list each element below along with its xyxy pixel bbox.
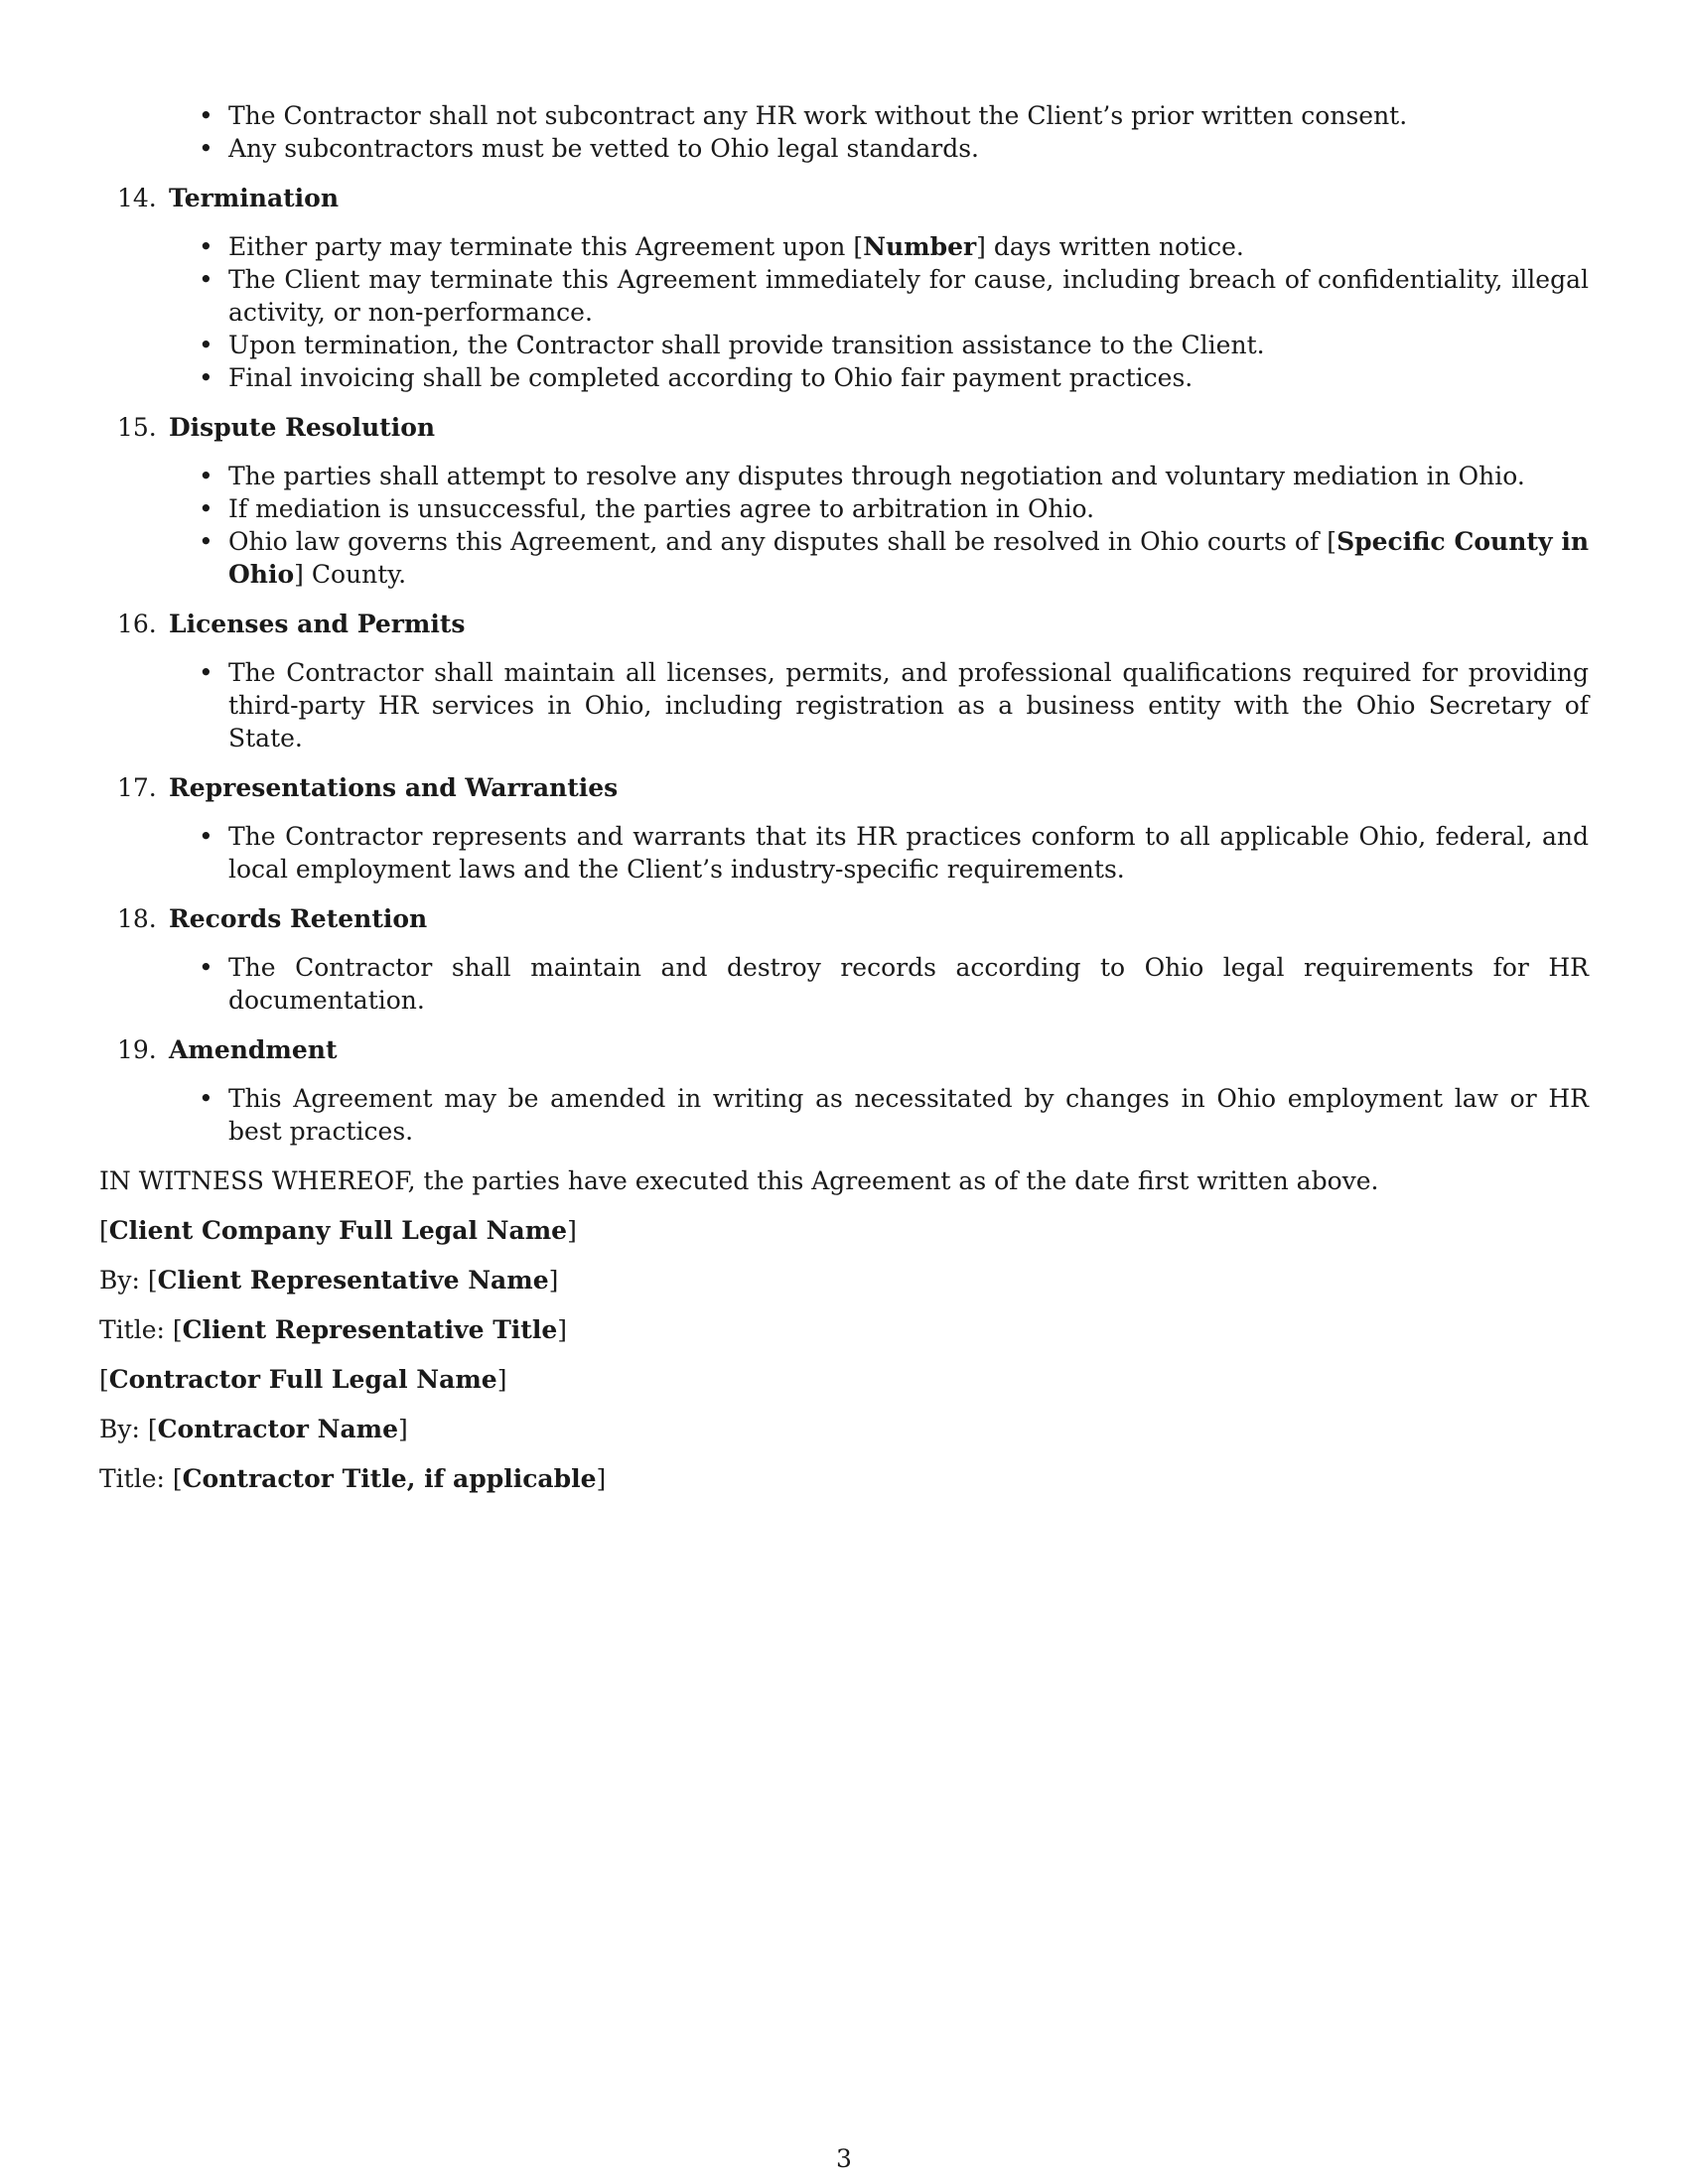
signature-client-title: Title: [Client Representative Title] <box>99 1315 568 1344</box>
bullet-text: The Contractor shall maintain all licenses, permits, and professional qualifications required for providing third-party HR services in Ohio, including registration as a business entity with the Ohio Secretary of State. <box>228 658 1589 752</box>
bullet-text: Ohio law governs this Agreement, and any disputes shall be resolved in Ohio courts of [ <box>228 527 1337 556</box>
section-title: Licenses and Permits <box>169 610 466 638</box>
bullet-item <box>228 230 1589 263</box>
signature-placeholder: Contractor Name <box>157 1415 399 1443</box>
section-bullets <box>99 656 1589 754</box>
section-title: Amendment <box>169 1035 338 1064</box>
section-amendment <box>99 1033 1589 1148</box>
bullet-text: This Agreement may be amended in writing as necessitated by changes in Ohio employment law or HR best practices. <box>228 1084 1589 1146</box>
bullet-item: • Any subcontractors must be vetted to Ohio legal standards. <box>228 132 1589 165</box>
bullet-item <box>228 1082 1589 1148</box>
bullet-item <box>228 460 1589 492</box>
signature-placeholder: Contractor Full Legal Name <box>108 1365 497 1394</box>
bullet-text: If mediation is unsuccessful, the parties agree to arbitration in Ohio. <box>228 494 1095 523</box>
signature-label: Title: <box>99 1464 173 1493</box>
section-records-retention <box>99 902 1589 1017</box>
section-bullets <box>99 460 1589 591</box>
section-title: Records Retention <box>169 904 428 933</box>
section-heading <box>99 902 1589 935</box>
section-heading <box>99 1033 1589 1066</box>
bullet-item <box>228 525 1589 591</box>
signature-contractor-legal-name: [Contractor Full Legal Name] <box>99 1365 507 1394</box>
signature-label: Title: <box>99 1315 173 1344</box>
signature-client-representative: By: [Client Representative Name] <box>99 1266 559 1295</box>
bullet-item <box>228 361 1589 394</box>
section-title: Representations and Warranties <box>169 773 619 802</box>
signature-placeholder: Contractor Title, if applicable <box>182 1464 597 1493</box>
section-number: 15. <box>117 413 157 442</box>
bullet-item: • The Contractor shall not subcontract any HR work without the Client’s prior written consent. <box>228 99 1589 132</box>
section-bullets <box>99 230 1589 394</box>
sections <box>99 182 1589 1148</box>
signature-placeholder: Client Representative Name <box>157 1266 549 1295</box>
section-title: Dispute Resolution <box>169 413 436 442</box>
bullet-item <box>228 820 1589 886</box>
section-number: 18. <box>117 904 157 933</box>
section-heading <box>99 411 1589 444</box>
bullet-text: ] days written notice. <box>976 232 1244 261</box>
section-number: 14. <box>117 184 157 212</box>
section-heading <box>99 182 1589 214</box>
section-bullets <box>99 951 1589 1017</box>
witness-statement: IN WITNESS WHEREOF, the parties have executed this Agreement as of the date first written above. <box>99 1166 1379 1195</box>
bullet-text: ] County. <box>294 560 407 589</box>
signature-label: By: <box>99 1266 148 1295</box>
section-number: 17. <box>117 773 157 802</box>
document-page <box>99 99 1589 1495</box>
section-bullets <box>99 1082 1589 1148</box>
bullet-item <box>228 951 1589 1017</box>
bullet-item <box>228 492 1589 525</box>
bullet-item <box>228 263 1589 329</box>
bullet-item <box>228 656 1589 754</box>
bullet-item <box>228 329 1589 361</box>
bullet-text: Final invoicing shall be completed according to Ohio fair payment practices. <box>228 363 1194 392</box>
signature-placeholder: Client Company Full Legal Name <box>108 1216 568 1245</box>
signature-block <box>99 1214 1589 1495</box>
section-heading <box>99 771 1589 804</box>
section-representations-warranties <box>99 771 1589 886</box>
bullet-text: The Client may terminate this Agreement immediately for cause, including breach of confidentiality, illegal activity, or non-performance. <box>228 265 1589 327</box>
section-number: 16. <box>117 610 157 638</box>
section-heading <box>99 608 1589 640</box>
section-termination <box>99 182 1589 394</box>
section-title: Termination <box>169 184 340 212</box>
section-licenses-permits <box>99 608 1589 754</box>
placeholder-text: Specific County in Ohio <box>228 527 1589 589</box>
signature-contractor-name: By: [Contractor Name] <box>99 1415 408 1443</box>
page-number: 3 <box>836 2144 852 2173</box>
section-dispute-resolution <box>99 411 1589 591</box>
signature-client-company: [Client Company Full Legal Name] <box>99 1216 577 1245</box>
signature-placeholder: Client Representative Title <box>182 1315 558 1344</box>
section-bullets <box>99 820 1589 886</box>
signature-label: By: <box>99 1415 148 1443</box>
bullet-text: Upon termination, the Contractor shall provide transition assistance to the Client. <box>228 331 1265 359</box>
placeholder-text: Number <box>863 232 977 261</box>
signature-contractor-title: Title: [Contractor Title, if applicable] <box>99 1464 607 1493</box>
bullet-text: The parties shall attempt to resolve any disputes through negotiation and voluntary mediation in Ohio. <box>228 462 1525 490</box>
section-number: 19. <box>117 1035 157 1064</box>
subcontracting-bullets <box>99 99 1589 165</box>
bullet-text: The Contractor shall maintain and destroy records according to Ohio legal requirements for HR documentation. <box>228 953 1589 1015</box>
bullet-text: The Contractor represents and warrants that its HR practices conform to all applicable Ohio, federal, and local employment laws and the Client’s industry-specific requirements. <box>228 822 1589 884</box>
bullet-text: Either party may terminate this Agreement upon [ <box>228 232 864 261</box>
